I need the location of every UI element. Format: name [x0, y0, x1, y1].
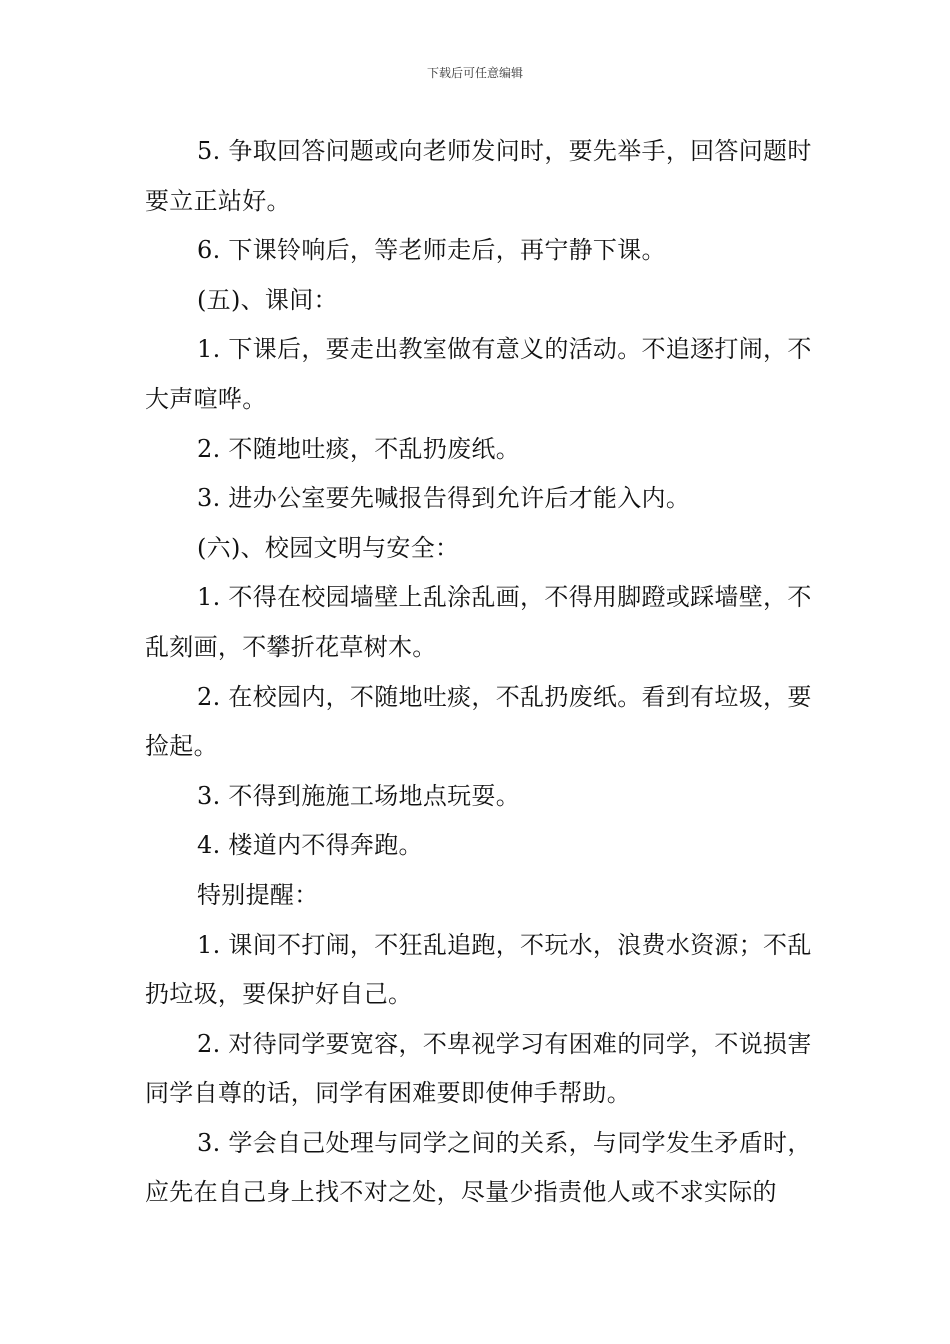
- paragraph: 5. 争取回答问题或向老师发问时，要先举手，回答问题时要立正站好。: [145, 137, 812, 215]
- paragraph: 2. 对待同学要宽容，不卑视学习有困难的同学，不说损害同学自尊的话，同学有困难要即使伸手帮助。: [145, 1029, 812, 1108]
- section-heading: 特别提醒：: [197, 880, 319, 909]
- paragraph: 6. 下课铃响后，等老师走后，再宁静下课。: [197, 236, 666, 265]
- paragraph: 2. 在校园内，不随地吐痰，不乱扔废纸。看到有垃圾，要捡起。: [145, 682, 812, 761]
- paragraph: 1. 下课后，要走出教室做有意义的活动。不追逐打闹，不大声喧哗。: [145, 335, 812, 413]
- section-heading: (五)、课间：: [197, 285, 338, 314]
- paragraph: 3. 学会自己处理与同学之间的关系，与同学发生矛盾时，应先在自己身上找不对之处，尽量少指责他人或不求实际的: [145, 1128, 812, 1207]
- paragraph: 2. 不随地吐痰，不乱扔废纸。: [197, 434, 521, 463]
- document-body: [145, 127, 835, 1218]
- paragraph: 1. 课间不打闹，不狂乱追跑，不玩水，浪费水资源；不乱扔垃圾，要保护好自己。: [145, 930, 812, 1009]
- section-heading: (六)、校园文明与安全：: [197, 533, 460, 562]
- paragraph: 4. 楼道内不得奔跑。: [197, 831, 423, 860]
- paragraph: 3. 不得到施施工场地点玩耍。: [197, 781, 521, 810]
- paragraph: 1. 不得在校园墙壁上乱涂乱画，不得用脚蹬或踩墙壁，不乱刻画，不攀折花草树木。: [145, 583, 812, 661]
- paragraph: 3. 进办公室要先喊报告得到允许后才能入内。: [197, 484, 691, 513]
- page-header: 下载后可任意编辑: [426, 66, 523, 80]
